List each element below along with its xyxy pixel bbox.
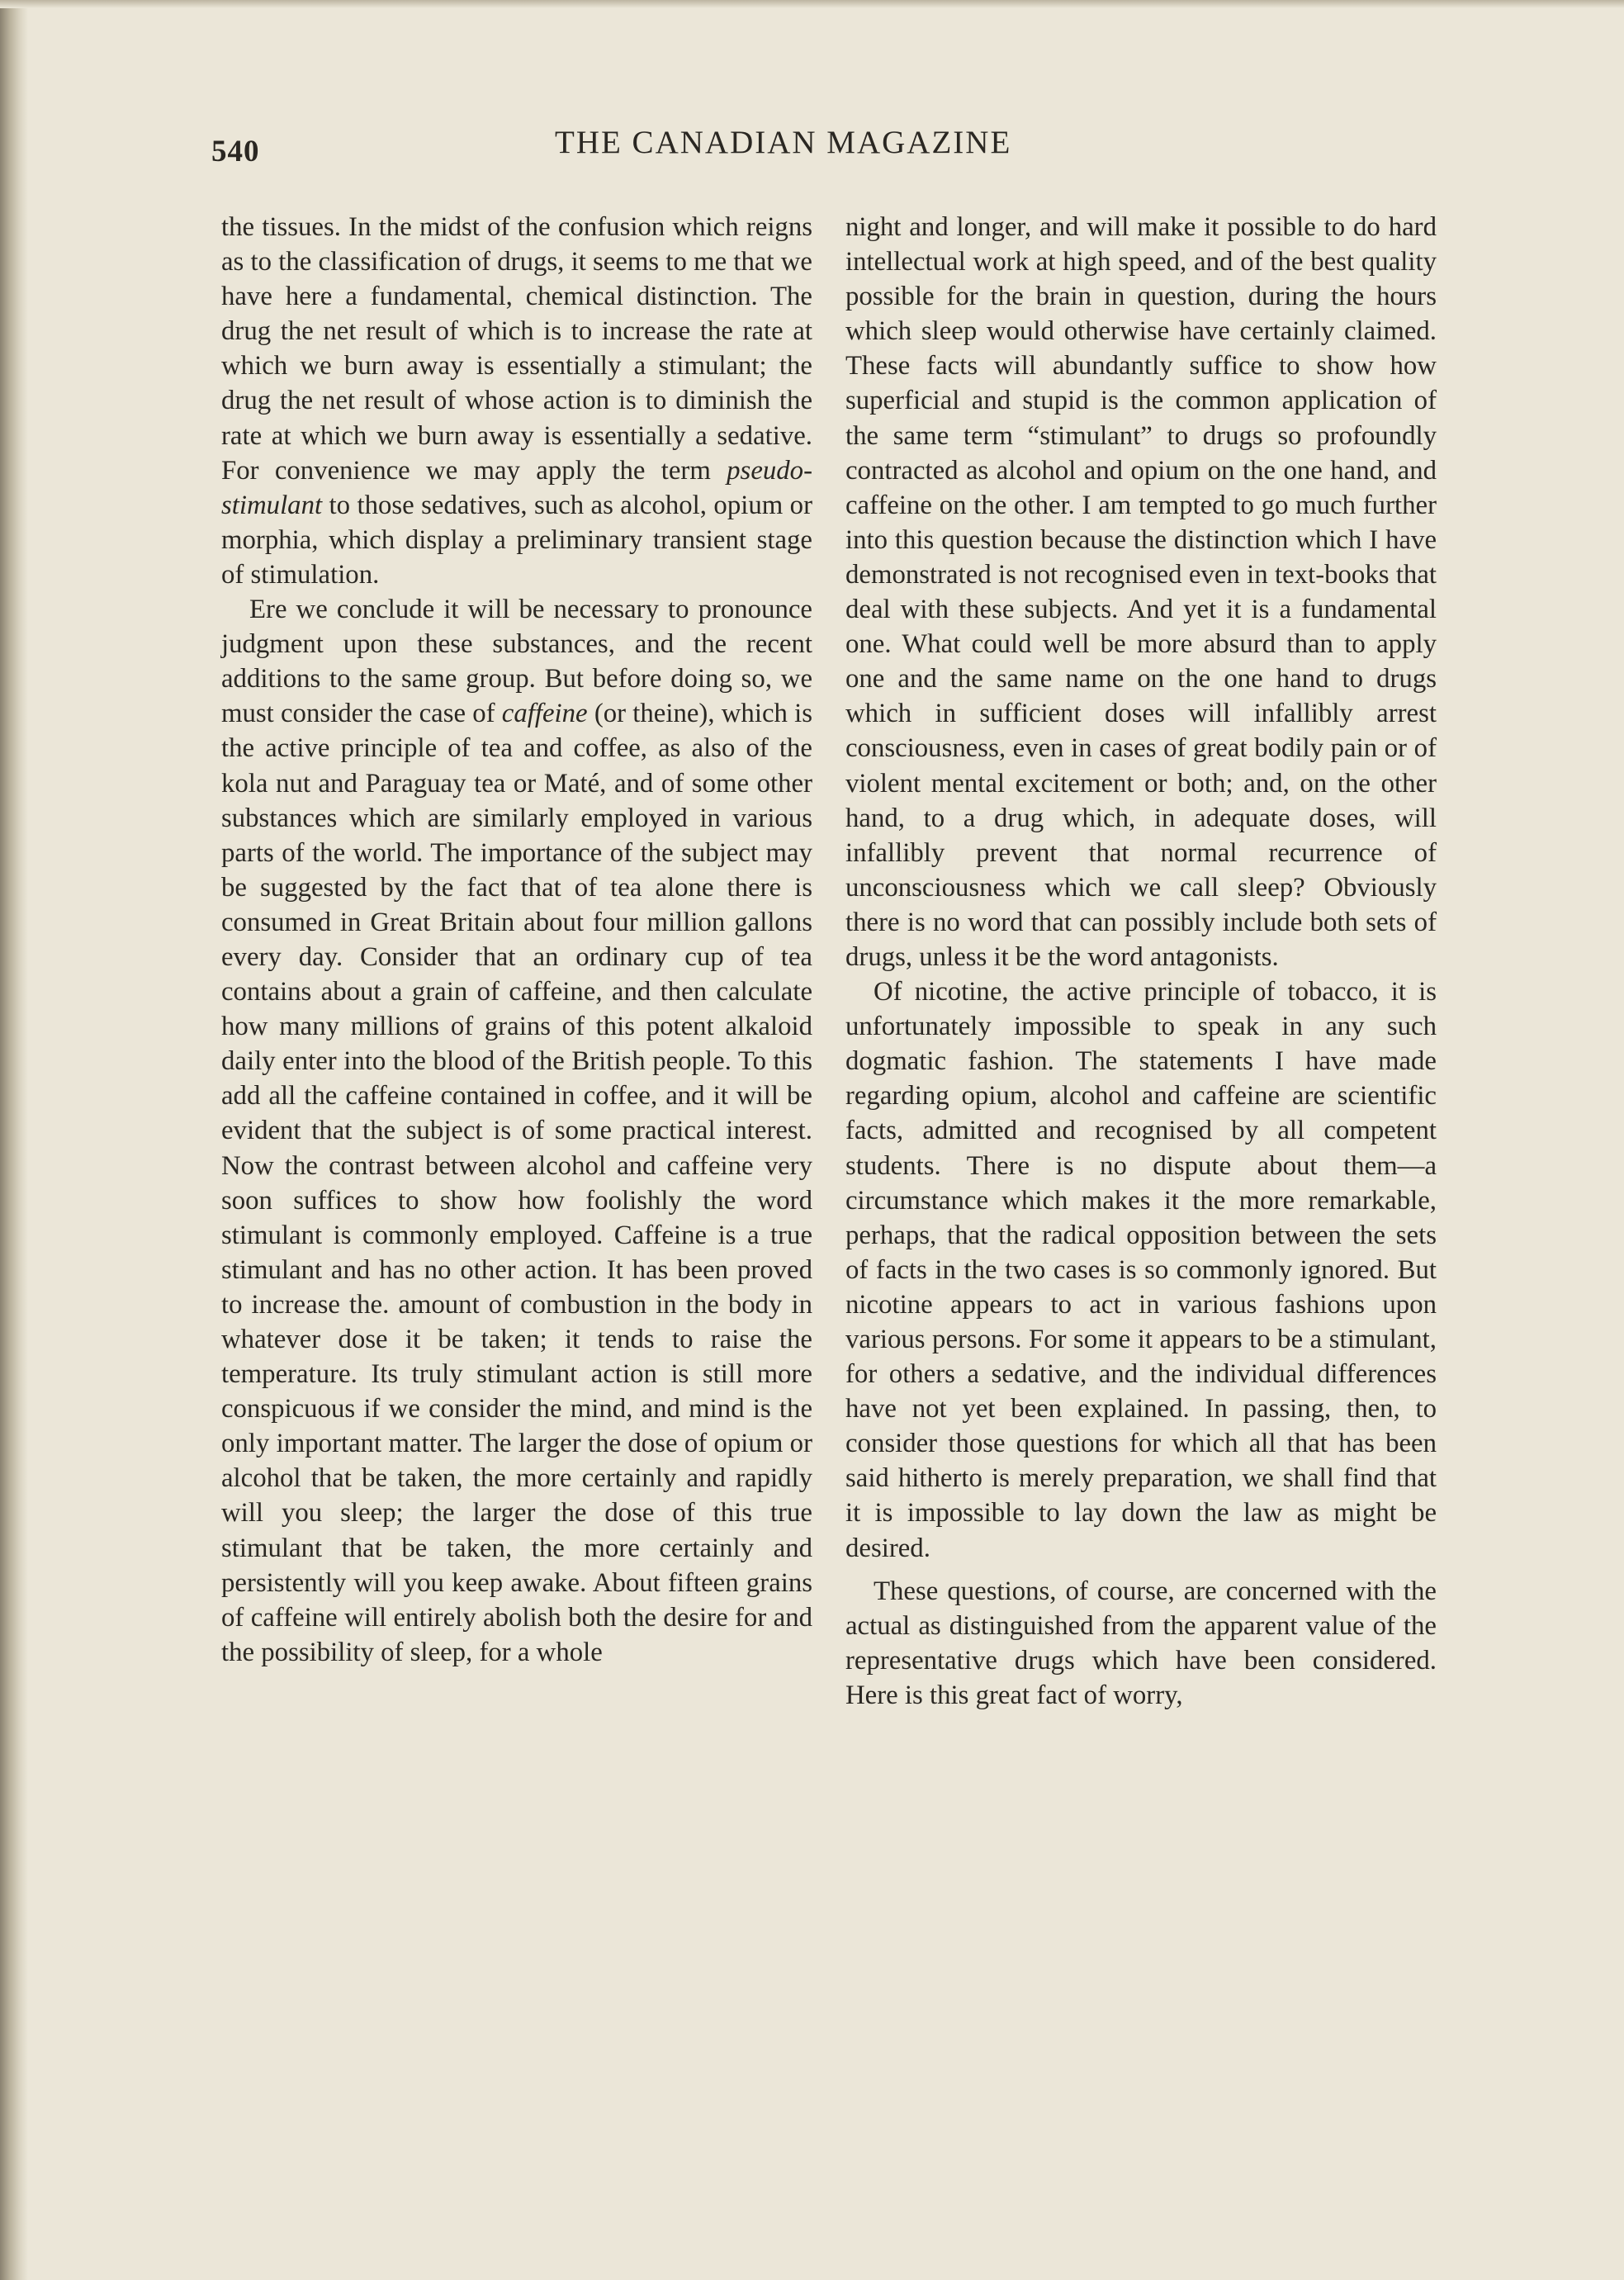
left-paragraph-1-text-a: the tissues. In the midst of the confusion which reigns as to the classification of drugs, it seems to me that we have here a fundamental, chemical distinction. The drug the net result of which is to increase the rate at which we burn away is essentially a stimulant; the drug the net result of whose action is to diminish the rate at which we burn away is essentially a sedative. For convenience we may apply the term <box>221 212 812 486</box>
right-paragraph-2: Of nicotine, the active principle of tobacco, it is unfortunately impossible to speak in any such dogmatic fashion. The statements I have made regarding opium, alcohol and caffeine are scientific facts, admitted and recognised by all competent students. There is no dispute about them—a circumstance which makes it the more remarkable, perhaps, that the radical opposition between the sets of facts in the two cases is so commonly ignored. But nicotine appears to act in various fashions upon various persons. For some it appears to be a stimulant, for others a sedative, and the individual differences have not yet been explained. In passing, then, to consider those questions for which all that has been said hitherto is merely preparation, we shall find that it is impossible to lay down the law as might be desired. <box>845 977 1437 1563</box>
right-paragraph-3: These questions, of course, are concerned with the actual as distinguished from the apparent value of the representative drugs which have been considered. Here is this great fact of worry, <box>845 1576 1437 1710</box>
left-column <box>221 210 812 1670</box>
page-binding-shadow <box>0 0 28 2280</box>
left-paragraph-1-text-b: to those sedatives, such as alcohol, opium or morphia, which display a preliminary transient stage of stimulation. <box>221 490 812 590</box>
left-paragraph-1 <box>221 210 812 592</box>
running-title: THE CANADIAN MAGAZINE <box>555 125 1012 160</box>
term-pseudo-stimulant: pseudo-stimulant <box>221 455 812 520</box>
left-paragraph-2 <box>221 592 812 1670</box>
term-caffeine: caffeine <box>501 699 588 729</box>
right-column <box>845 210 1437 1713</box>
left-paragraph-2-text-a: Ere we conclude it will be necessary to pronounce judgment upon these substances, and the recent additions to the same group. But before doing so, we must consider the case of <box>221 595 812 729</box>
page-top-edge <box>0 0 1624 8</box>
right-paragraph-1: night and longer, and will make it possible to do hard intellectual work at high speed, and of the best quality possible for the brain in question, during the hours which sleep would otherwise have certainly claimed. These facts will abundantly suffice to show how superficial and stupid is the common application of the same term “stimulant” to drugs so profoundly contracted as alcohol and opium on the one hand, and caffeine on the other. I am tempted to go much further into this question because the distinction which I have demonstrated is not recognised even in text-books that deal with these subjects. And yet it is a fundamental one. What could well be more absurd than to apply one and the same name on the one hand to drugs which in sufficient doses will infallibly arrest consciousness, even in cases of great bodily pain or of violent mental excitement or both; and, on the other hand, to a drug which, in adequate doses, will infallibly prevent that normal recurrence of unconsciousness which we call sleep? Obviously there is no word that can possibly include both sets of drugs, unless it be the word antagonists. <box>845 212 1437 972</box>
page-number: 540 <box>211 135 260 168</box>
left-paragraph-2-text-b: (or theine), which is the active principle of tea and coffee, as also of the kola nut and Paraguay tea or Maté, and of some other substances which are similarly employed in various parts of the world. The importance of the subject may be suggested by the fact that of tea alone there is consumed in Great Britain about four million gallons every day. Consider that an ordinary cup of tea contains about a grain of caffeine, and then calculate how many millions of grains of this potent alkaloid daily enter into the blood of the British people. To this add all the caffeine contained in coffee, and it will be evident that the subject is of some practical interest. Now the contrast between alcohol and caffeine very soon suffices to show how foolishly the word stimulant is commonly employed. Caffeine is a true stimulant and has no other action. It has been proved to increase the. amount of combustion in the body in whatever dose it be taken; it tends to raise the temperature. Its truly stimulant action is still more conspicuous if we consider the mind, and mind is the only important matter. The larger the dose of opium or alcohol that be taken, the more certainly and rapidly will you sleep; the larger the dose of this true stimulant that be taken, the more certainly and persistently will you keep awake. About fifteen grains of caffeine will entirely abolish both the desire for and the possibility of sleep, for a whole <box>221 699 812 1667</box>
